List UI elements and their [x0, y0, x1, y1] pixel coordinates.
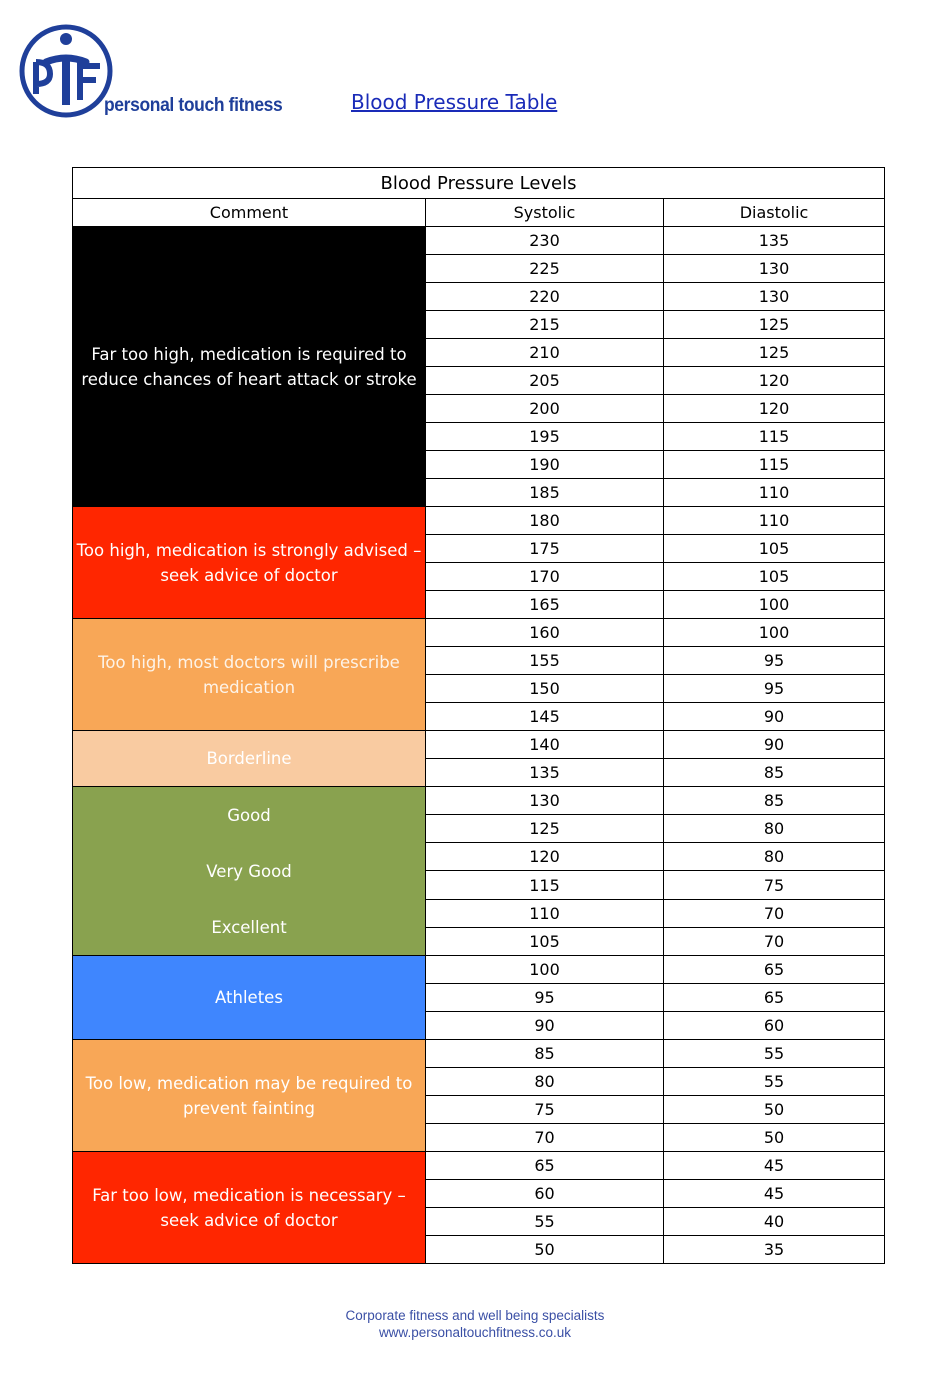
systolic-value: 110 [426, 899, 664, 927]
diastolic-value: 125 [664, 311, 885, 339]
diastolic-value: 45 [664, 1152, 885, 1180]
diastolic-value: 90 [664, 703, 885, 731]
systolic-value: 190 [426, 451, 664, 479]
systolic-value: 210 [426, 339, 664, 367]
table-row [73, 1040, 885, 1068]
diastolic-value: 70 [664, 899, 885, 927]
comment-cell [73, 619, 426, 731]
comment-text: Very Good [206, 861, 292, 881]
systolic-value: 220 [426, 283, 664, 311]
diastolic-value: 130 [664, 255, 885, 283]
diastolic-value: 65 [664, 956, 885, 984]
systolic-value: 145 [426, 703, 664, 731]
comment-cell [73, 507, 426, 619]
diastolic-value: 70 [664, 927, 885, 955]
diastolic-value: 55 [664, 1040, 885, 1068]
diastolic-value: 110 [664, 507, 885, 535]
diastolic-value: 120 [664, 395, 885, 423]
systolic-value: 75 [426, 1096, 664, 1124]
diastolic-value: 115 [664, 423, 885, 451]
systolic-value: 155 [426, 647, 664, 675]
header-comment: Comment [73, 199, 426, 227]
systolic-value: 215 [426, 311, 664, 339]
diastolic-value: 80 [664, 815, 885, 843]
systolic-value: 150 [426, 675, 664, 703]
systolic-value: 165 [426, 591, 664, 619]
ptf-logo-icon [18, 22, 118, 122]
diastolic-value: 65 [664, 984, 885, 1012]
diastolic-value: 55 [664, 1068, 885, 1096]
systolic-value: 125 [426, 815, 664, 843]
comment-text: Too high, most doctors will prescribe medication [98, 652, 400, 697]
table-caption-row [73, 168, 885, 199]
diastolic-value: 40 [664, 1208, 885, 1236]
systolic-value: 225 [426, 255, 664, 283]
diastolic-value: 115 [664, 451, 885, 479]
diastolic-value: 80 [664, 843, 885, 871]
systolic-value: 170 [426, 563, 664, 591]
brand-name: personal touch fitness [104, 95, 283, 116]
systolic-value: 105 [426, 927, 664, 955]
diastolic-value: 85 [664, 759, 885, 787]
diastolic-value: 75 [664, 871, 885, 899]
systolic-value: 185 [426, 479, 664, 507]
comment-cell [73, 787, 426, 956]
table-caption: Blood Pressure Levels [73, 168, 885, 199]
comment-text: Athletes [215, 988, 283, 1007]
header-systolic: Systolic [426, 199, 664, 227]
diastolic-value: 95 [664, 647, 885, 675]
comment-text: Too high, medication is strongly advised – seek advice of doctor [76, 540, 422, 585]
table-row [73, 619, 885, 647]
systolic-value: 90 [426, 1012, 664, 1040]
comment-text: Too low, medication may be required to prevent fainting [85, 1073, 413, 1118]
comment-text: Far too high, medication is required to reduce chances of heart attack or stroke [81, 344, 417, 389]
header-diastolic: Diastolic [664, 199, 885, 227]
systolic-value: 95 [426, 984, 664, 1012]
table-row [73, 731, 885, 759]
diastolic-value: 105 [664, 563, 885, 591]
footer-url: www.personaltouchfitness.co.uk [378, 1325, 572, 1340]
blood-pressure-table [72, 167, 885, 1264]
diastolic-value: 100 [664, 619, 885, 647]
footer-tagline: Corporate fitness and well being specialists [345, 1308, 605, 1323]
comment-cell [73, 956, 426, 1040]
comment-text: Excellent [211, 917, 287, 937]
brand-logo [18, 22, 318, 122]
comment-cell [73, 731, 426, 787]
comment-cell [73, 1152, 426, 1264]
systolic-value: 80 [426, 1068, 664, 1096]
systolic-value: 140 [426, 731, 664, 759]
diastolic-value: 45 [664, 1180, 885, 1208]
systolic-value: 175 [426, 535, 664, 563]
comment-text: Far too low, medication is necessary – seek advice of doctor [92, 1185, 406, 1230]
systolic-value: 65 [426, 1152, 664, 1180]
diastolic-value: 35 [664, 1236, 885, 1264]
table-row [73, 956, 885, 984]
diastolic-value: 120 [664, 367, 885, 395]
diastolic-value: 90 [664, 731, 885, 759]
table-row [73, 227, 885, 255]
systolic-value: 200 [426, 395, 664, 423]
systolic-value: 130 [426, 787, 664, 815]
table-row [73, 787, 885, 815]
systolic-value: 135 [426, 759, 664, 787]
systolic-value: 115 [426, 871, 664, 899]
diastolic-value: 110 [664, 479, 885, 507]
comment-cell [73, 227, 426, 507]
diastolic-value: 85 [664, 787, 885, 815]
diastolic-value: 105 [664, 535, 885, 563]
diastolic-value: 135 [664, 227, 885, 255]
systolic-value: 160 [426, 619, 664, 647]
comment-text: Borderline [206, 749, 292, 768]
systolic-value: 60 [426, 1180, 664, 1208]
systolic-value: 85 [426, 1040, 664, 1068]
systolic-value: 70 [426, 1124, 664, 1152]
diastolic-value: 60 [664, 1012, 885, 1040]
systolic-value: 205 [426, 367, 664, 395]
table-row [73, 1152, 885, 1180]
diastolic-value: 95 [664, 675, 885, 703]
table-row [73, 507, 885, 535]
systolic-value: 195 [426, 423, 664, 451]
diastolic-value: 125 [664, 339, 885, 367]
systolic-value: 180 [426, 507, 664, 535]
systolic-value: 230 [426, 227, 664, 255]
systolic-value: 55 [426, 1208, 664, 1236]
footer [0, 1307, 950, 1341]
comment-text: Good [227, 805, 271, 825]
diastolic-value: 50 [664, 1124, 885, 1152]
comment-cell [73, 1040, 426, 1152]
diastolic-value: 130 [664, 283, 885, 311]
table-header-row [73, 199, 885, 227]
systolic-value: 50 [426, 1236, 664, 1264]
systolic-value: 120 [426, 843, 664, 871]
systolic-value: 100 [426, 956, 664, 984]
diastolic-value: 50 [664, 1096, 885, 1124]
page-title-link[interactable]: Blood Pressure Table [351, 90, 558, 114]
diastolic-value: 100 [664, 591, 885, 619]
